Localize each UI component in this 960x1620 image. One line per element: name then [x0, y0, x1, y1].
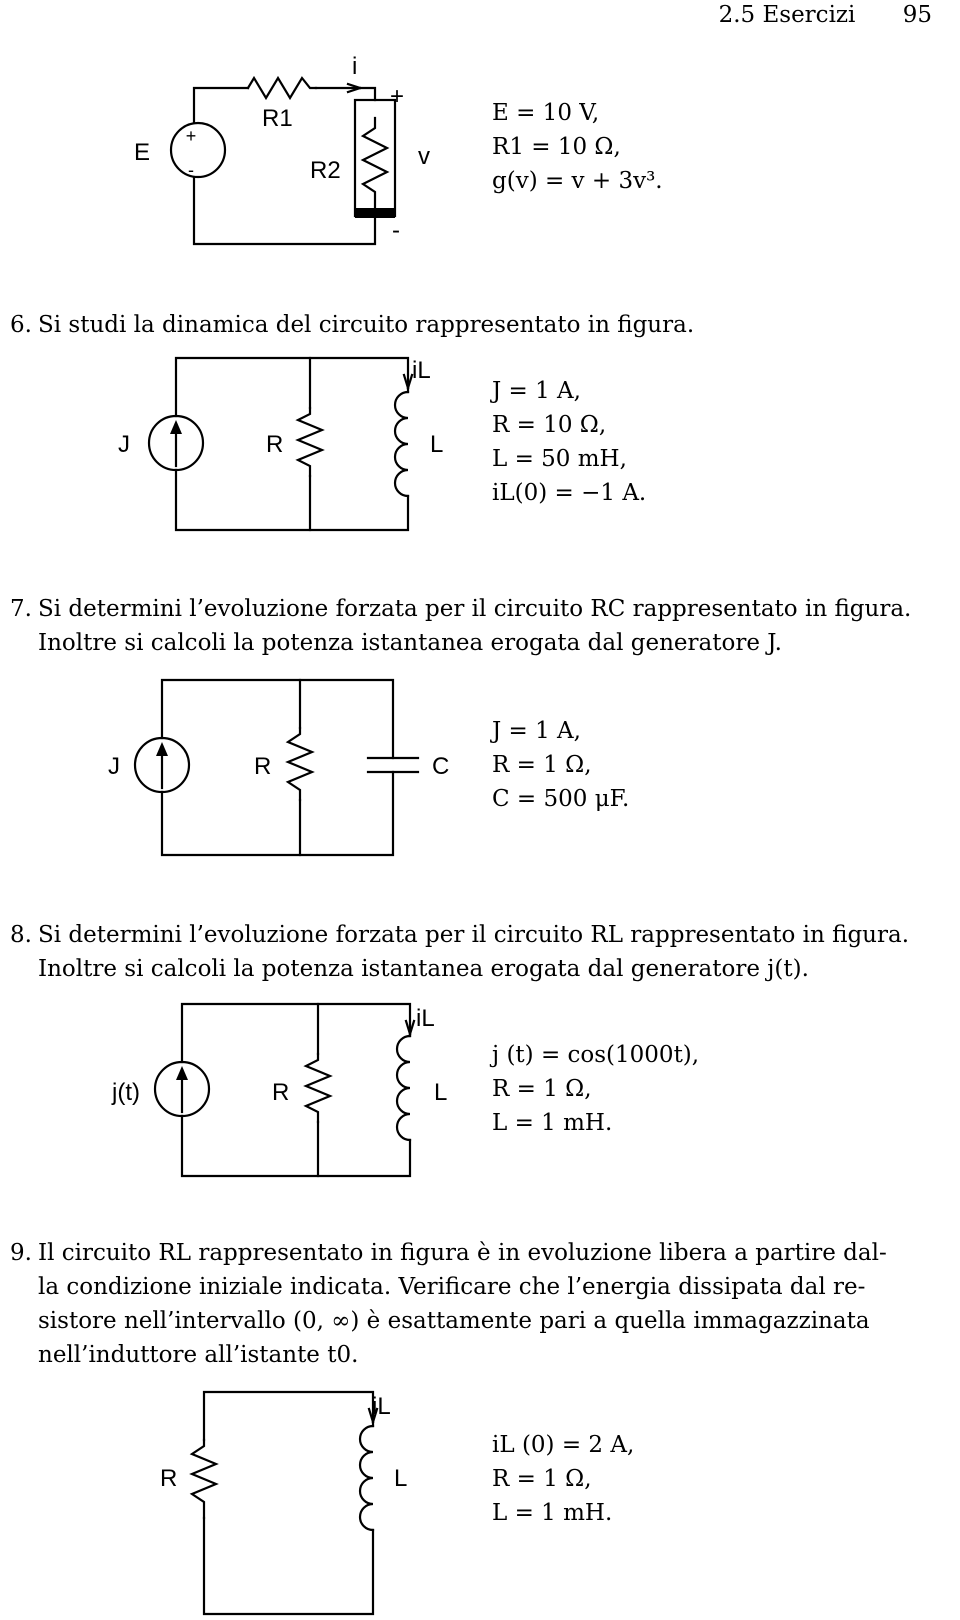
section-title: 2.5 Esercizi: [718, 2, 856, 28]
param-line: J = 1 A,: [492, 718, 581, 744]
param-line: J = 1 A,: [492, 378, 581, 404]
circuit-3-parameters: [492, 714, 629, 816]
param-line: R = 1 Ω,: [492, 1466, 592, 1492]
circuit-2-parameters: [492, 374, 646, 510]
exercise-number: 7.: [10, 596, 32, 622]
source-label-e: E: [134, 139, 151, 166]
exercise-text-line: Inoltre si calcoli la potenza istantanea erogata dal generatore j(t).: [38, 956, 809, 982]
param-line: iL(0) = −1 A.: [492, 480, 647, 506]
resistor-label-r2: R2: [310, 157, 341, 184]
page-number: 95: [902, 2, 932, 28]
inductor-label-l: L: [434, 1079, 448, 1106]
param-line: j (t) = cos(1000t),: [492, 1042, 700, 1068]
voltage-minus-sign: -: [392, 217, 400, 244]
resistor-label-r: R: [160, 1465, 178, 1492]
param-line: L = 1 mH.: [492, 1500, 613, 1526]
resistor-r: [192, 1440, 216, 1518]
param-line: E = 10 V,: [492, 100, 600, 126]
exercise-text-line: Si determini l’evoluzione forzata per il circuito RL rappresentato in figura.: [38, 922, 910, 948]
param-line: R = 1 Ω,: [492, 1076, 592, 1102]
inductor-l: [360, 1426, 373, 1530]
resistor-label-r1: R1: [262, 105, 293, 132]
current-label-i: i: [352, 53, 358, 80]
inductor-label-l: L: [394, 1465, 408, 1492]
circuit-5-parameters: [492, 1428, 634, 1530]
exercise-number: 6.: [10, 312, 32, 338]
param-line: R = 10 Ω,: [492, 412, 607, 438]
current-label-il: iL: [412, 357, 431, 384]
voltage-label-v: v: [418, 143, 430, 170]
source-label-j-t: j(t): [112, 1079, 140, 1106]
exercise-text-line: Inoltre si calcoli la potenza istantanea erogata dal generatore J.: [38, 630, 782, 656]
param-line: R = 1 Ω,: [492, 752, 592, 778]
voltage-plus-sign: +: [390, 83, 405, 110]
inductor-label-l: L: [430, 431, 444, 458]
source-plus-sign: +: [185, 126, 197, 146]
page-header: [719, 2, 932, 28]
exercise-text-line: nell’induttore all’istante t0.: [38, 1342, 359, 1368]
exercise-text-line: la condizione iniziale indicata. Verificare che l’energia dissipata dal re-: [38, 1274, 866, 1300]
source-minus-sign: -: [188, 160, 194, 180]
exercise-text-line: Si determini l’evoluzione forzata per il circuito RC rappresentato in figura.: [38, 596, 912, 622]
param-line: g(v) = v + 3v³.: [492, 168, 663, 194]
exercise-text-line: Il circuito RL rappresentato in figura è in evoluzione libera a partire dal-: [38, 1240, 887, 1266]
current-label-il: iL: [416, 1005, 435, 1032]
current-label-il: iL: [372, 1393, 391, 1420]
resistor-label-r: R: [272, 1079, 290, 1106]
param-line: L = 50 mH,: [492, 446, 627, 472]
circuit-4-parameters: [492, 1038, 699, 1140]
source-label-j: J: [108, 753, 120, 780]
source-label-j: J: [118, 431, 130, 458]
resistor-label-r: R: [254, 753, 272, 780]
param-line: iL (0) = 2 A,: [492, 1432, 635, 1458]
exercise-text: Si studi la dinamica del circuito rappresentato in figura.: [38, 312, 695, 338]
param-line: R1 = 10 Ω,: [492, 134, 621, 160]
circuit-5-wires: [204, 1392, 377, 1614]
capacitor-label-c: C: [432, 753, 450, 780]
exercise-number: 9.: [10, 1240, 32, 1266]
exercise-number: 8.: [10, 922, 32, 948]
circuit-1-parameters: [492, 96, 663, 198]
param-line: L = 1 mH.: [492, 1110, 613, 1136]
resistor-label-r: R: [266, 431, 284, 458]
param-line: C = 500 μF.: [492, 786, 630, 812]
exercise-text-line: sistore nell’intervallo (0, ∞) è esattamente pari a quella immagazzinata: [38, 1308, 870, 1334]
